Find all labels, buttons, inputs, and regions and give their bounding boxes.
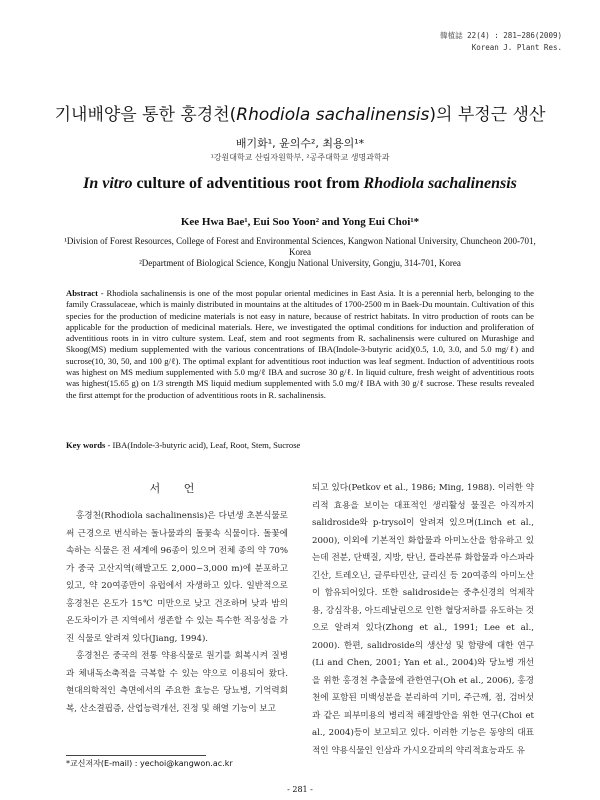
english-title-pre: In vitro <box>83 175 133 192</box>
english-title <box>0 175 600 193</box>
korean-title-post: )의 부정근 생산 <box>429 105 546 125</box>
left-column <box>66 480 288 718</box>
intro-paragraph-3: 되고 있다(Petkov et al., 1986; Ming, 1988). 이러한 약리적 효용을 보이는 대표적인 생리활성 물질은 아직까지 salidroside와 p-trysol이 알려져 있으며(Linch et al., 2000), 이외에 기본적인 화합물과 아미노산을 함유하고 있는데 전분, 단백질, 지방, 탄닌, 플라본류 화합물과 아스파라긴산, 트레오닌, 글루타민산, 글리신 등 20여종의 아미노산이 함유되어있다. 또한 salidroside는 중추신경의 억제작용, 강심작용, 아드레날린으로 인한 혈당저하를 유도하는 것으로 알려져 있다(Zhong et al., 1991; Lee et al., 2000). 한편, salidroside의 생산성 및 함량에 대한 연구(Li and Chen, 2001; Yan et al., 2004)와 당뇨병 개선을 위한 홍경천 추출물에 관한연구(Oh et al., 2006), 홍경천에 포함된 미백성분을 분리하여 기미, 주근깨, 점, 검버섯과 같은 피부미용의 병리적 해결방안을 위한 연구(Choi et al., 2004)등이 보고되고 있다. 이러한 기능은 동양의 대표적인 약용식물인 인삼과 가시오갈피의 약리적효능과도 유 <box>312 483 534 756</box>
english-title-sci: Rhodiola sachalinensis <box>363 175 517 192</box>
english-authors: Kee Hwa Bae¹, Eui Soo Yoon² and Yong Eui Choi¹* <box>180 216 420 228</box>
abstract-text: - Rhodiola sachalinensis is one of the most popular oriental medicines in East Asia. It is a perennial herb, belonging to the family Crassulaceae, which is mainly distributed in mountains at the altitudes of 1700-2500 m in Baek-Du mountain. Cultivation of this species for the production of medicine materials is not easy in nature, because of restrict habitats. In vitro production of roots can be applicable for the production of medicinal materials. Here, we investigated the optimal conditions for induction and proliferation of adventitious roots in in vitro culture system. Leaf, stem and root segments from R. sachalinensis were cultured on Murashige and Skoog(MS) medium supplemented with the various concentrations of IBA(Indole-3-butyric acid)(0.5, 1.0, 3.0, and 5.0 mg/ℓ) and sucrose(10, 30, 50, and 100 g/ℓ). The optimal explant for adventitious root induction was leaf segment. Induction of adventitious roots was highest on MS medium supplemented with 5.0 mg/ℓ IBA and sucrose 30 g/ℓ. In liquid culture, fresh weight of adventitious roots was highest(15.65 g) on 1/3 strength MS liquid medium supplemented with 5.0 mg/ℓ IBA with 30 g/ℓ sucrose. These results revealed the first attempt for the production of adventitious roots in R. sachalinensis. <box>66 288 534 400</box>
korean-authors: 배기화¹, 윤의수², 최용의¹* <box>235 137 365 150</box>
journal-citation: 韓植誌 22(4) : 281~286(2009) <box>440 31 562 40</box>
abstract <box>66 288 534 401</box>
korean-title <box>0 100 600 125</box>
right-column <box>312 480 534 760</box>
keywords-text: - IBA(Indole-3-butyric acid), Leaf, Root, Stem, Sucrose <box>105 440 301 450</box>
intro-paragraph-2: 홍경천은 중국의 전통 약용식물로 원기를 회복시켜 질병과 체내독소축적을 극복할 수 있는 약으로 이용되어 왔다. 현대의학적인 측면에서의 주요한 효능은 당뇨병, 기억력회복, 산소결핍증, 산업능력개선, 진정 및 해열 기능이 보고 <box>66 651 288 714</box>
korean-title-sci: Rhodiola sachalinensis <box>236 105 430 125</box>
abstract-label: Abstract <box>66 288 98 298</box>
english-affiliations <box>62 236 538 269</box>
journal-header <box>440 30 562 54</box>
keywords-label: Key words <box>66 440 106 450</box>
english-title-mid: culture of adventitious root from <box>132 175 364 192</box>
page-number: - 281 - <box>287 785 313 794</box>
journal-name: Korean J. Plant Res. <box>471 43 562 52</box>
keywords <box>66 440 534 450</box>
intro-paragraph-1: 홍경천(Rhodiola sachalinensis)은 다년생 초본식물로써 근경으로 번식하는 돌나물과의 돌꽃속 식물이다. 돌꽃에 속하는 식물은 전 세계에 96종이 있으며 전체 종의 약 70%가 중국 고산지역(해발고도 2,000~3,000 m)에 분포하고 있고, 약 20여종만이 유럽에서 자생하고 있다. 일반적으로 홍경천은 온도가 15℃ 미만으로 낮고 건조하며 낮과 밤의 온도차이가 큰 지역에서 생존할 수 있는 특수한 적응성을 가진 식물로 알려져 있다(Jiang, 1994). <box>66 511 288 644</box>
footnote-rule <box>66 755 206 756</box>
korean-affiliations: ¹강원대학교 산림자원학부, ²공주대학교 생명과학과 <box>210 153 390 162</box>
corresponding-author-footnote: *교신저자(E-mail) : yechoi@kangwon.ac.kr <box>66 759 233 768</box>
english-affiliation-2: ²Department of Biological Science, Kongju National University, Gongju, 314-701, Korea <box>139 258 461 268</box>
section-heading-intro: 서 언 <box>149 482 205 495</box>
korean-title-pre: 기내배양을 통한 홍경천( <box>54 105 237 125</box>
english-affiliation-1: ¹Division of Forest Resources, College of Forest and Environmental Sciences, Kangwon National University, Chuncheon 200-701, Korea <box>64 236 536 257</box>
